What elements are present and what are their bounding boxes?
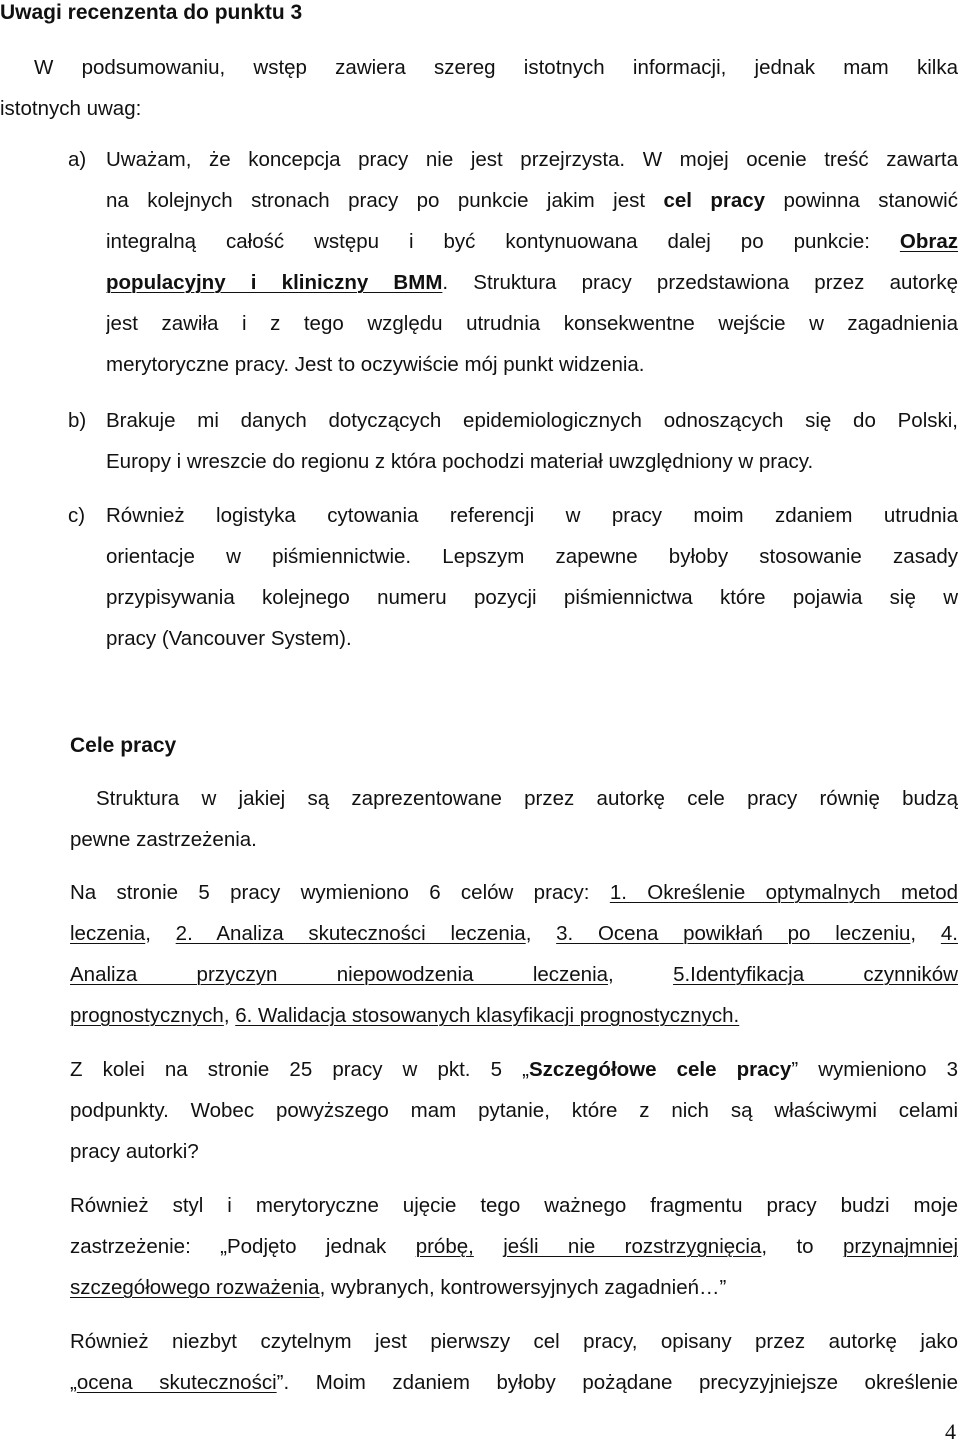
paragraph-line: prognostycznych, 6. Walidacja stosowanych klasyfikacji prognostycznych. [70, 1004, 740, 1027]
list-label: a) [68, 148, 87, 171]
paragraph-line: Brakuje mi danych dotyczących epidemiologicznych odnoszących się do Polski, [106, 409, 958, 432]
bold-text: cel pracy [663, 189, 766, 212]
paragraph-line: „ocena skuteczności”. Moim zdaniem byłoby pożądane precyzyjniejsze określenie [70, 1371, 958, 1394]
intro-line: istotnych uwag: [0, 97, 142, 120]
section-heading: Uwagi recenzenta do punktu 3 [0, 1, 303, 24]
paragraph-line: Analiza przyczyn niepowodzenia leczenia, 5.Identyfikacja czynników [70, 963, 958, 986]
cele-paragraph-2 [70, 872, 958, 1036]
paragraph-line: przypisywania kolejnego numeru pozycji piśmiennictwa które pojawia się w [106, 586, 958, 609]
bold-text: Szczegółowe cele pracy [528, 1058, 792, 1081]
paragraph-line: jest zawiła i z tego względu utrudnia konsekwentne wejście w zagadnienia [106, 312, 958, 335]
paragraph-line: szczegółowego rozważenia, wybranych, kontrowersyjnych zagadnień…” [70, 1276, 727, 1299]
underlined-bold-text: populacyjny i kliniczny BMM [106, 271, 443, 294]
cele-paragraph-3 [70, 1049, 958, 1172]
cele-paragraph-5 [70, 1321, 958, 1403]
paragraph-line: integralną całość wstępu i być kontynuowana dalej po punkcie: Obraz [106, 230, 958, 253]
intro-paragraph [0, 47, 958, 129]
paragraph-line: Również styl i merytoryczne ujęcie tego ważnego fragmentu pracy budzi moje [70, 1194, 958, 1217]
paragraph-line: merytoryczne pracy. Jest to oczywiście mój punkt widzenia. [106, 353, 645, 376]
intro-line: W podsumowaniu, wstęp zawiera szereg istotnych informacji, jednak mam kilka [34, 56, 958, 79]
paragraph-line: leczenia, 2. Analiza skuteczności leczenia, 3. Ocena powikłań po leczeniu, 4. [70, 922, 958, 945]
underlined-text: 1. Określenie optymalnych metod [609, 881, 958, 904]
paragraph-line: pracy autorki? [70, 1140, 199, 1163]
list-label: b) [68, 409, 87, 432]
paragraph-line: zastrzeżenie: „Podjęto jednak próbę, jeśli nie rozstrzygnięcia, to przynajmniej [70, 1235, 958, 1258]
list-label: c) [68, 504, 86, 527]
list-item-c [70, 495, 958, 659]
paragraph-line: Uważam, że koncepcja pracy nie jest przejrzysta. W mojej ocenie treść zawarta [106, 148, 958, 171]
cele-heading: Cele pracy [70, 734, 177, 757]
paragraph-line: pracy (Vancouver System). [106, 627, 352, 650]
paragraph-line: Struktura w jakiej są zaprezentowane przez autorkę cele pracy równię budzą [96, 787, 958, 810]
underlined-bold-text: Obraz [899, 230, 958, 253]
paragraph-line: Na stronie 5 pracy wymieniono 6 celów pracy: 1. Określenie optymalnych metod [70, 881, 958, 904]
paragraph-line: Z kolei na stronie 25 pracy w pkt. 5 „Szczegółowe cele pracy” wymieniono 3 [70, 1058, 958, 1081]
cele-paragraph-1 [70, 778, 958, 860]
paragraph-line: Również logistyka cytowania referencji w pracy moim zdaniem utrudnia [106, 504, 958, 527]
list-item-b [70, 400, 958, 482]
paragraph-line: na kolejnych stronach pracy po punkcie jakim jest cel pracy powinna stanowić [106, 189, 958, 212]
paragraph-line: pewne zastrzeżenia. [70, 828, 257, 851]
list-item-a [70, 139, 958, 385]
page-number: 4 [945, 1419, 956, 1444]
paragraph-line: populacyjny i kliniczny BMM. Struktura pracy przedstawiona przez autorkę [106, 271, 958, 294]
paragraph-line: Również niezbyt czytelnym jest pierwszy cel pracy, opisany przez autorkę jako [70, 1330, 958, 1353]
paragraph-line: podpunkty. Wobec powyższego mam pytanie, które z nich są właściwymi celami [70, 1099, 958, 1122]
cele-paragraph-4 [70, 1185, 958, 1308]
paragraph-line: Europy i wreszcie do regionu z która pochodzi materiał uwzględniony w pracy. [106, 450, 814, 473]
paragraph-line: orientacje w piśmiennictwie. Lepszym zapewne byłoby stosowanie zasady [106, 545, 958, 568]
